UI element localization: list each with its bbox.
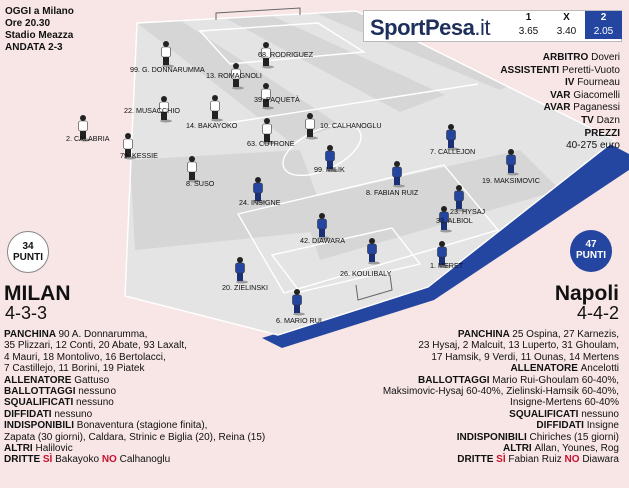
- milan-info-text: Zapata (30 giorni), Caldara, Strinic e Biglia (20), Reina (15): [4, 431, 266, 443]
- napoli-info-text: Mario Rui-Ghoulam 60-40%,: [492, 374, 619, 386]
- napoli-formation: 4-4-2: [576, 303, 619, 323]
- napoli-player-legs: [294, 304, 300, 313]
- napoli-info-label: PANCHINA: [457, 329, 513, 340]
- milan-player-legs: [163, 56, 169, 65]
- game-time: Ore 20.30: [5, 18, 51, 29]
- milan-player-label: 39. PAQUETÀ: [254, 95, 300, 104]
- milan-dritte: [4, 454, 274, 465]
- napoli-info-label: ALTRI: [503, 443, 535, 455]
- napoli-info-text: Maksimovic-Hysaj 60-40%, Zielinski-Hamsik 60-40%,: [382, 386, 619, 398]
- napoli-player-shirt: [455, 191, 464, 201]
- napoli-info-text: Allan, Younes, Rog: [534, 443, 619, 455]
- milan-info-label: PANCHINA: [4, 329, 59, 340]
- odds-draw-value: 3.40: [556, 26, 577, 37]
- milan-info-line: [4, 352, 274, 363]
- napoli-dritte-part: Diawara: [582, 454, 619, 466]
- odds-away-value: 2.05: [593, 26, 614, 37]
- official-assistants: ASSISTENTI Peretti-Vuoto: [500, 64, 620, 76]
- milan-info-line: [4, 409, 274, 420]
- napoli-info-text: 17 Hamsik, 9 Verdi, 11 Ounas, 14 Mertens: [431, 351, 619, 363]
- milan-player-head: [163, 41, 169, 47]
- milan-player-head: [161, 96, 167, 102]
- milan-info-label: ALLENATORE: [4, 374, 75, 386]
- napoli-player-shirt: [368, 244, 377, 254]
- napoli-info-label: ALLENATORE: [510, 363, 581, 375]
- napoli-player-head: [441, 206, 447, 212]
- napoli-player-head: [439, 241, 445, 247]
- napoli-player-head: [255, 177, 261, 183]
- napoli-player-shirt: [318, 219, 327, 229]
- milan-info-label: BALLOTTAGGI: [4, 386, 79, 398]
- napoli-dritte-part: DRITTE: [457, 454, 497, 466]
- milan-info-label: ALTRI: [4, 443, 36, 455]
- milan-player-legs: [212, 110, 218, 119]
- napoli-info-text: nessuno: [581, 408, 619, 420]
- napoli-player-label: 19. MAKSIMOVIC: [482, 176, 540, 185]
- milan-info-text: 7 Castillejo, 11 Borini, 19 Piatek: [4, 363, 145, 375]
- milan-player-shirt: [162, 47, 171, 57]
- napoli-player-label: 8. FABIAN RUIZ: [366, 188, 419, 197]
- milan-player-legs: [307, 128, 313, 137]
- napoli-player-label: 23. HYSAJ: [450, 207, 486, 216]
- milan-player-head: [264, 118, 270, 124]
- napoli-player-shirt: [236, 263, 245, 273]
- napoli-player-shirt: [326, 151, 335, 161]
- game-info: [5, 6, 74, 54]
- milan-info-line: [4, 329, 274, 340]
- milan-player-label: 2. CALABRIA: [66, 134, 110, 143]
- milan-info-text: nessuno: [78, 386, 117, 398]
- sportpesa-logo: [370, 15, 490, 41]
- prices-label: PREZZI: [584, 127, 620, 139]
- odds-draw-label: X: [563, 12, 570, 23]
- milan-player-shirt: [188, 162, 197, 172]
- milan-player-label: 22. MUSACCHIO: [124, 106, 180, 115]
- milan-player-shirt: [263, 124, 272, 134]
- official-tv: TV Dazn: [581, 114, 620, 126]
- napoli-player-shirt: [254, 183, 263, 193]
- milan-dritte-part: Calhanoglu: [119, 454, 171, 466]
- napoli-dritte-part: NO: [564, 454, 583, 466]
- napoli-info-text: Insigne: [586, 420, 619, 432]
- napoli-player-head: [448, 124, 454, 130]
- milan-info-text: Bonaventura (stagione finita),: [76, 420, 208, 432]
- milan-player-head: [307, 113, 313, 119]
- napoli-player-head: [319, 213, 325, 219]
- napoli-info-line: [339, 352, 619, 363]
- milan-points-label: PUNTI: [13, 252, 43, 263]
- milan-info-line: [4, 397, 274, 408]
- napoli-info-line: [339, 386, 619, 397]
- milan-info-text: nessuno: [54, 408, 93, 420]
- milan-info-text: 35 Plizzari, 12 Conti, 20 Abate, 93 Laxalt,: [4, 340, 187, 352]
- napoli-player-shirt: [393, 167, 402, 177]
- milan-formation: 4-3-3: [5, 303, 48, 323]
- milan-info-line: [4, 363, 274, 374]
- napoli-player-shirt: [438, 247, 447, 257]
- odds-home: [510, 11, 547, 39]
- milan-player-shirt: [211, 101, 220, 111]
- napoli-info-line: [339, 363, 619, 374]
- odds-box: [363, 10, 622, 42]
- official-fourth: IV Fourneau: [564, 77, 620, 89]
- milan-info-text: 4 Mauri, 18 Montolivo, 16 Bertolacci,: [4, 351, 166, 363]
- napoli-team-name: Napoli: [554, 282, 619, 305]
- milan-info: [4, 329, 274, 466]
- odds-draw: [548, 11, 585, 39]
- brand-name: SportPesa: [370, 15, 475, 40]
- milan-dritte-part: SÌ: [42, 454, 56, 466]
- milan-info-label: DIFFIDATI: [4, 408, 55, 420]
- napoli-player-label: 6. MARIO RUI: [276, 316, 322, 325]
- napoli-player-label: 24. INSIGNE: [239, 198, 281, 207]
- napoli-player-label: 7. CALLEJON: [430, 147, 476, 156]
- official-var: VAR Giacomelli: [550, 89, 620, 101]
- napoli-points-label: PUNTI: [576, 250, 606, 261]
- milan-dritte-part: NO: [101, 454, 120, 466]
- milan-player-head: [212, 95, 218, 101]
- napoli-info-line: [339, 443, 619, 454]
- odds-away: [585, 11, 622, 39]
- napoli-info-text: 23 Hysaj, 2 Malcuit, 13 Luperto, 31 Ghoulam,: [418, 340, 619, 352]
- milan-player-label: 10. CALHANOGLU: [320, 121, 382, 130]
- milan-player-label: 68. RODRIGUEZ: [258, 50, 314, 59]
- napoli-player-head: [237, 257, 243, 263]
- milan-player: [66, 115, 110, 143]
- napoli-info-line: [339, 432, 619, 443]
- milan-player-label: 99. G. DONNARUMMA: [130, 65, 205, 74]
- milan-player-label: 8. SUSO: [186, 179, 215, 188]
- napoli-player-legs: [369, 253, 375, 262]
- official-avar: AVAR Paganessi: [543, 102, 620, 114]
- milan-team-name: MILAN: [4, 282, 71, 305]
- odds-home-label: 1: [525, 12, 532, 23]
- napoli-player-head: [327, 145, 333, 151]
- napoli-player-label: 1. MERET: [430, 261, 464, 270]
- napoli-info-line: [339, 409, 619, 420]
- milan-player-head: [263, 83, 269, 89]
- napoli-info-label: BALLOTTAGGI: [418, 374, 493, 386]
- officials: [500, 52, 620, 153]
- napoli-points-badge: [570, 230, 612, 272]
- odds-away-label: 2: [600, 12, 607, 23]
- milan-info-label: INDISPONIBILI: [4, 420, 77, 432]
- milan-info-text: Halilovic: [35, 443, 73, 455]
- milan-info-line: [4, 340, 274, 351]
- game-first-leg: ANDATA 2-3: [5, 42, 63, 53]
- milan-player-shirt: [306, 119, 315, 129]
- napoli-player-legs: [237, 272, 243, 281]
- milan-player-label: 79. KESSIE: [120, 151, 158, 160]
- napoli-player-head: [456, 185, 462, 191]
- napoli-player-label: 20. ZIELINSKI: [222, 283, 268, 292]
- milan-player-head: [189, 156, 195, 162]
- milan-info-label: SQUALIFICATI: [4, 397, 77, 409]
- napoli-player-shirt: [293, 295, 302, 305]
- napoli-player-shirt: [447, 130, 456, 140]
- napoli-player-label: 33. ALBIOL: [436, 216, 473, 225]
- napoli-player-head: [294, 289, 300, 295]
- napoli-info: [339, 329, 619, 466]
- milan-player-head: [125, 133, 131, 139]
- napoli-info-line: [339, 375, 619, 386]
- napoli-dritte-part: SÌ: [496, 454, 509, 466]
- napoli-player-head: [369, 238, 375, 244]
- milan-points: 34: [22, 241, 34, 252]
- milan-player-head: [233, 63, 239, 69]
- official-referee: ARBITRO Doveri: [542, 52, 620, 63]
- milan-player-head: [263, 42, 269, 48]
- milan-player-label: 14. BAKAYOKO: [186, 121, 238, 130]
- napoli-info-text: Ancelotti: [580, 363, 619, 375]
- napoli-points: 47: [585, 239, 597, 250]
- milan-info-text: 90 A. Donnarumma,: [58, 329, 148, 340]
- milan-info-line: [4, 375, 274, 386]
- milan-info-line: [4, 420, 274, 431]
- prices-value: 40-275 euro: [566, 140, 620, 152]
- napoli-player-shirt: [507, 155, 516, 165]
- napoli-info-line: [339, 329, 619, 340]
- napoli-player-label: 26. KOULIBALY: [340, 269, 392, 278]
- milan-player-shirt: [124, 139, 133, 149]
- napoli-player-legs: [508, 164, 514, 173]
- napoli-info-label: DIFFIDATI: [536, 420, 587, 432]
- milan-info-line: [4, 432, 274, 443]
- milan-player-head: [80, 115, 86, 121]
- milan-info-text: nessuno: [76, 397, 114, 409]
- napoli-info-line: [339, 420, 619, 431]
- milan-info-line: [4, 386, 274, 397]
- game-date: OGGI a Milano: [5, 6, 74, 17]
- milan-points-badge: [7, 231, 49, 273]
- milan-dritte-part: Bakayoko: [55, 454, 102, 466]
- napoli-player-label: 99. MILIK: [314, 165, 345, 174]
- odds-home-value: 3.65: [518, 26, 539, 37]
- milan-info-text: Gattuso: [74, 374, 110, 386]
- napoli-dritte-part: Fabian Ruiz: [508, 454, 565, 466]
- napoli-info-line: [339, 397, 619, 408]
- game-stadium: Stadio Meazza: [5, 30, 74, 41]
- brand-suffix: .it: [474, 15, 490, 40]
- milan-info-line: [4, 443, 274, 454]
- napoli-info-text: Insigne-Mertens 60-40%: [510, 397, 619, 409]
- milan-dritte-part: DRITTE: [4, 454, 43, 466]
- napoli-info-text: Chiriches (15 giorni): [529, 431, 619, 443]
- napoli-info-text: 25 Ospina, 27 Karnezis,: [512, 329, 619, 340]
- milan-player-label: 63. CUTRONE: [247, 139, 295, 148]
- napoli-info-label: SQUALIFICATI: [509, 408, 582, 420]
- milan-player-label: 13. ROMAGNOLI: [206, 71, 262, 80]
- napoli-info-line: [339, 340, 619, 351]
- napoli-dritte: [339, 454, 619, 465]
- napoli-player-label: 42. DIAWARA: [300, 236, 345, 245]
- napoli-player-legs: [394, 176, 400, 185]
- milan-player-shirt: [79, 121, 88, 131]
- napoli-player-head: [394, 161, 400, 167]
- napoli-info-label: INDISPONIBILI: [456, 431, 530, 443]
